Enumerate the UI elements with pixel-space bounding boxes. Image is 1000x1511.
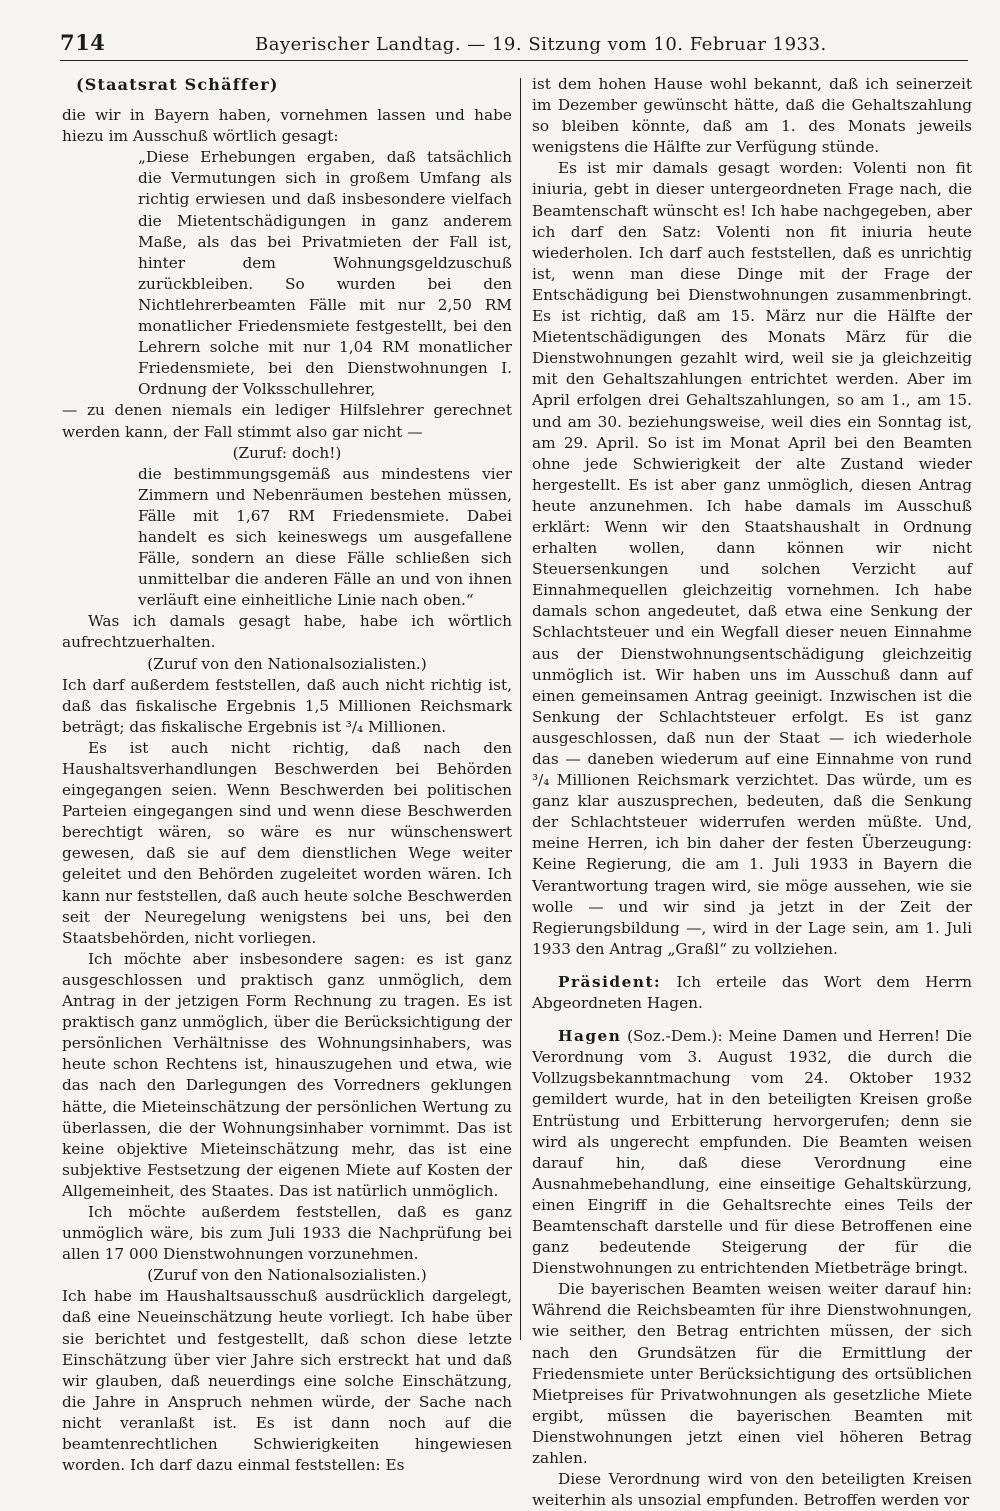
paragraph: Ich darf außerdem feststellen, daß auch nicht richtig ist, daß das fiskalische Ergebnis 1,5 Millionen Reichsmark beträgt; das fiskalische Ergebnis ist ³/₄ Millionen. xyxy=(62,675,512,736)
interjection: (Zuruf: doch!) xyxy=(232,443,342,462)
header-rule xyxy=(60,60,968,61)
page-number: 714 xyxy=(60,30,106,55)
speech-opening xyxy=(532,1026,972,1279)
interjection: (Zuruf von den Nationalsozialisten.) xyxy=(147,1266,427,1285)
paragraph: ist dem hohen Hause wohl bekannt, daß ich seinerzeit im Dezember gewünscht hätte, daß die Gehaltszahlung so bleiben könnte, daß am 1. des Monats jeweils wenigstens die Hälfte zur Verfügung stünde. xyxy=(532,75,972,157)
paragraph: Die bayerischen Beamten weisen weiter darauf hin: Während die Reichsbeamten für ihre Dienstwohnungen, wie seither, den Betrag entrichten müssen, der sich nach den Grundsätzen für die Ermittlung der Friedensmiete unter Berücksichtigung des ortsüblichen Mietpreises für Privatwohnungen als gesetzliche Miete ergibt, müssen die bayerischen Beamten mit Dienstwohnungen jetzt einen viel höheren Betrag zahlen. xyxy=(532,1280,972,1467)
speech-text: Meine Damen und Herren! Die Verordnung vom 3. August 1932, die durch die Vollzugsbekanntmachung vom 24. Oktober 1932 gemildert wurde, hat in den beteiligten Kreisen große Entrüstung und Erbitterung hervorgerufen; denn sie wird als ungerecht empfunden. Die Beamten weisen darauf hin, daß diese Verordnung eine Ausnahmebehandlung, eine einseitige Gehaltskürzung, einen Eingriff in die Gehaltsrechte eines Teils der Beamtenschaft darstelle und für diese Betroffenen eine ganz bedeutende Steigerung der für die Dienstwohnungen zu entrichtenden Mietbeträge bringt. xyxy=(532,1027,972,1278)
paragraph: Ich habe im Haushaltsausschuß ausdrücklich dargelegt, daß eine Neueinschätzung heute vorliegt. Ich habe über sie berichtet und festgestellt, daß schon diese letzte Einschätzung über vier Jahre sich erstreckt hat und daß wir glauben, daß neuerdings eine solche Einschätzung, die Jahre in Anspruch nehmen würde, der Sache nach nicht veranlaßt ist. Es ist dann noch auf die beamtenrechtlichen Schwierigkeiten hingewiesen worden. Ich darf dazu einmal feststellen: Es xyxy=(62,1287,512,1475)
paragraph: Ich möchte aber insbesondere sagen: es ist ganz ausgeschlossen und praktisch ganz unmöglich, dem Antrag in der jetzigen Form Rechnung zu tragen. Es ist praktisch ganz unmöglich, über die Berücksichtigung der persönlichen Verhältnisse des Wohnungsinhabers, was heute schon Rechtens ist, hinauszugehen und etwa, wie das nach den Darlegungen des Vorredners geklungen hätte, die Mieteinschätzung der persönlichen Wertung zu überlassen, die der Wohnungsinhaber vornimmt. Das ist keine objektive Mieteinschätzung mehr, das ist eine subjektive Festsetzung der eigenen Miete auf Kosten der Allgemeinheit, des Staates. Das ist natürlich unmöglich. xyxy=(62,949,512,1200)
right-column xyxy=(532,74,972,1511)
paragraph: Ich möchte außerdem feststellen, daß es ganz unmöglich wäre, bis zum Juli 1933 die Nachprüfung bei allen 17 000 Dienstwohnungen vorzunehmen. xyxy=(62,1202,512,1264)
speaker-heading: (Staatsrat Schäffer) xyxy=(76,75,279,94)
party-affiliation: (Soz.-Dem.): xyxy=(627,1027,723,1046)
speaker-label: Präsident: xyxy=(558,972,662,991)
president-statement xyxy=(532,972,972,1014)
paragraph: die wir in Bayern haben, vornehmen lassen und habe hiezu im Ausschuß wörtlich gesagt: xyxy=(62,106,512,146)
statement-text: Ich erteile das Wort dem Herrn Abgeordneten Hagen. xyxy=(532,972,972,1013)
quotation: „Diese Erhebungen ergaben, daß tatsächlich die Vermutungen sich in großem Umfang als richtig erwiesen und daß insbesondere vielfach die Mietentschädigungen in ganz anderem Maße, als das bei Privatmieten der Fall ist, hinter dem Wohnungsgeldzuschuß zurückbleiben. So wurden bei den Nichtlehrerbeamten Fälle mit nur 2,50 RM monatlicher Friedensmiete festgestellt, bei den Lehrern solche mit nur 1,04 RM monatlicher Friedensmiete, bei den Dienstwohnungen I. Ordnung der Volksschullehrer, xyxy=(138,148,512,399)
left-column xyxy=(62,74,512,1476)
running-header: Bayerischer Landtag. — 19. Sitzung vom 10. Februar 1933. xyxy=(255,34,827,55)
paragraph: Es ist mir damals gesagt worden: Volenti non fit iniuria, gebt in dieser untergeordneten Frage nach, die Beamtenschaft wünscht es! Ich habe nachgegeben, aber ich darf den Satz: Volenti non fit iniuria heute wiederholen. Ich darf auch feststellen, daß es unrichtig ist, wenn man diese Dinge mit der Frage der Entschädigung bei Dienstwohnungen zusammenbringt. Es ist richtig, daß am 15. März nur die Hälfte der Mietentschädigungen des Monats März für die Dienstwohnungen gezahlt wird, weil sie ja gleichzeitig mit den Gehaltszahlungen entrichtet werden. Aber im April erfolgen drei Gehaltszahlungen, so am 1., am 15. und am 30. beziehungsweise, weil dies ein Sonntag ist, am 29. April. So ist im Monat April bei den Beamten ohne jede Schwierigkeit der alte Zustand wieder hergestellt. Es ist aber ganz unmöglich, diesen Antrag heute anzunehmen. Ich habe damals im Ausschuß erklärt: Wenn wir den Staatshaushalt in Ordnung erhalten wollen, dann können wir nicht Steuersenkungen und solchen Verzicht auf Einnahmequellen gleichzeitig vornehmen. Ich habe damals schon angedeutet, daß etwa eine Senkung der Schlachtsteuer und ein Wegfall dieser neuen Einnahme aus der Dienstwohnungsentschädigung gleichzeitig unmöglich ist. Wir haben uns im Ausschuß dann auf einen gemeinsamen Antrag geeinigt. Inzwischen ist die Senkung der Schlachtsteuer erfolgt. Es ist ganz ausgeschlossen, daß nun der Staat — ich wiederhole das — daneben wiederum auf eine Einnahme von rund ³/₄ Millionen Reichsmark verzichtet. Das würde, um es ganz klar auszusprechen, bedeuten, daß die Senkung der Schlachtsteuer widerrufen werden müßte. Und, meine Herren, ich bin daher der festen Überzeugung: Keine Regierung, die am 1. Juli 1933 in Bayern die Verantwortung tragen wird, sie möge aussehen, wie sie wolle — und wir sind ja jetzt in der Zeit der Regierungsbildung —, wird in der Lage sein, am 1. Juli 1933 den Antrag „Graßl“ zu vollziehen. xyxy=(532,159,972,958)
column-divider xyxy=(520,78,521,1340)
interjection-remark: — zu denen niemals ein lediger Hilfslehrer gerechnet werden kann, der Fall stimmt also gar nicht — xyxy=(62,401,512,441)
paragraph: Es ist auch nicht richtig, daß nach den Haushaltsverhandlungen Beschwerden bei Behörden eingegangen seien. Wenn Beschwerden bei politischen Parteien eingegangen sind und wenn diese Beschwerden berechtigt wären, so wäre es nur wünschenswert gewesen, daß sie auf dem dienstlichen Wege weiter geleitet und den Behörden zugeleitet worden wären. Ich kann nur feststellen, daß auch heute solche Beschwerden seit der Neuregelung wenigstens bei uns, bei den Staatsbehörden, nicht vorliegen. xyxy=(62,738,512,947)
paragraph: Was ich damals gesagt habe, habe ich wörtlich aufrechtzuerhalten. xyxy=(62,612,512,652)
speaker-label: Hagen xyxy=(558,1027,622,1046)
paragraph: Diese Verordnung wird von den beteiligten Kreisen weiterhin als unsozial empfunden. Betroffen werden vor xyxy=(532,1470,972,1510)
interjection: (Zuruf von den Nationalsozialisten.) xyxy=(147,654,427,673)
quotation: die bestimmungsgemäß aus mindestens vier Zimmern und Nebenräumen bestehen müssen, Fälle mit 1,67 RM Friedensmiete. Dabei handelt es sich keineswegs um ausgefallene Fälle, sondern an diese Fälle schließen sich unmittelbar die anderen Fälle an und von ihnen verläuft eine einheitliche Linie nach oben.“ xyxy=(138,464,512,610)
